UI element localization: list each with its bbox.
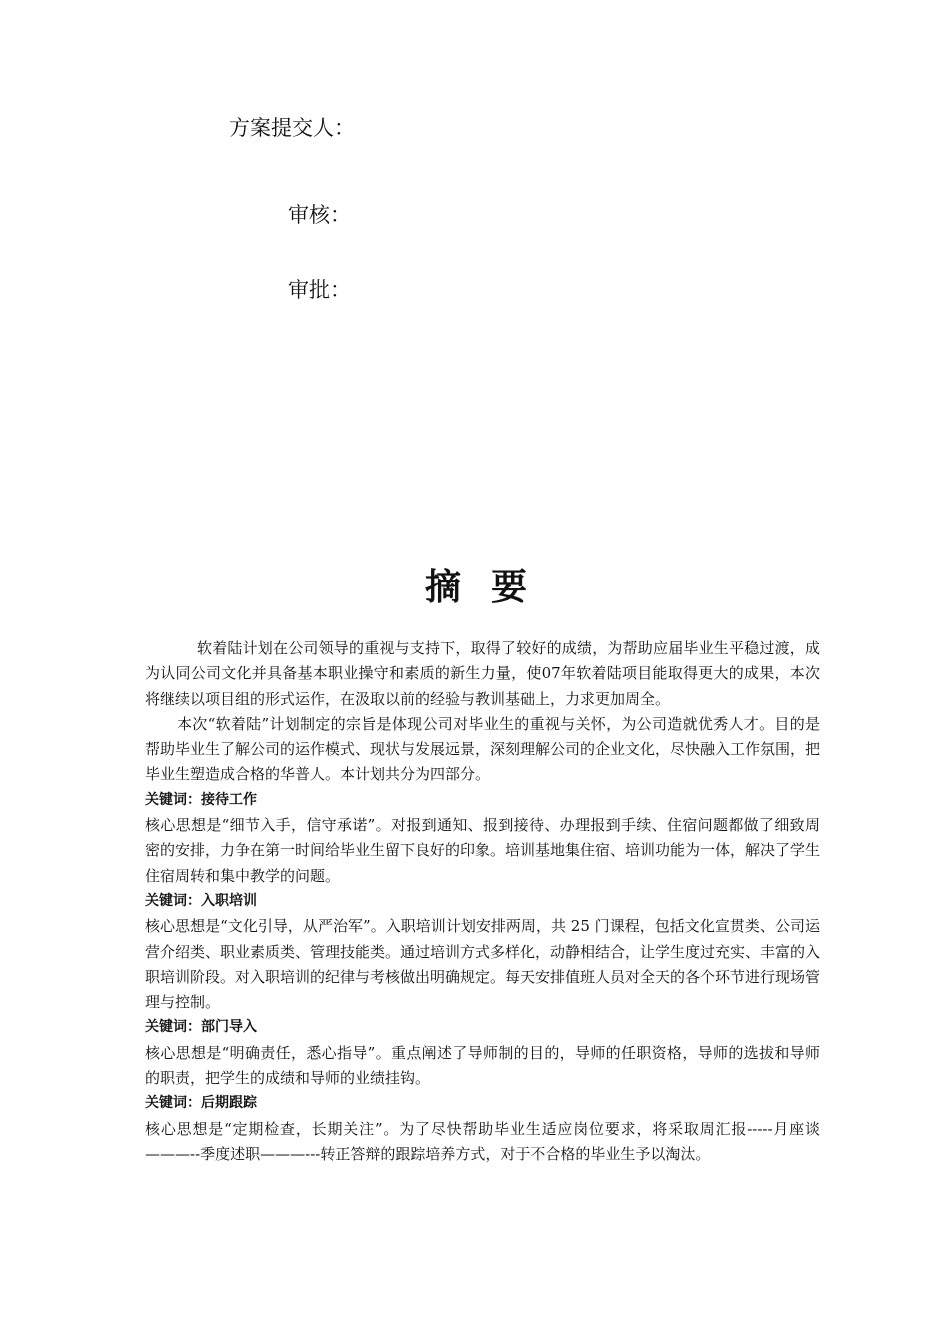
section-paragraph: 核心思想是“定期检查，长期关注”。为了尽快帮助毕业生适应岗位要求，将采取周汇报-----月座谈———--季度述职———---转正答辩的跟踪培养方式，对于不合格的毕业生予以淘汰。 — [145, 1119, 820, 1163]
abstract-title: 摘要 — [424, 567, 557, 608]
approve-label: 审批： — [288, 278, 351, 302]
section-paragraph: 核心思想是“文化引导，从严治军”。入职培训计划安排两周，共 25 门课程，包括文化宣贯类、公司运营介绍类、职业素质类、管理技能类。通过培训方式多样化，动静相结合，让学生度过充实、丰富的入职培训阶段。对入职培训的纪律与考核做出明确规定。每天安排值班人员对全天的各个环节进行现场管理与控制。 — [145, 917, 821, 1012]
keyword-heading: 关键词：入职培训 — [145, 892, 257, 909]
abstract-body — [145, 636, 820, 1167]
keyword-heading: 关键词：部门导入 — [145, 1019, 257, 1036]
section-paragraph: 核心思想是“明确责任，悉心指导”。重点阐述了导师制的目的，导师的任职资格，导师的选拔和导师的职责，把学生的成绩和导师的业绩挂钩。 — [145, 1043, 820, 1088]
review-label: 审核： — [288, 203, 351, 227]
intro-paragraph: 本次“软着陆”计划制定的宗旨是体现公司对毕业生的重视与关怀，为公司造就优秀人才。目的是帮助毕业生了解公司的运作模式、现状与发展远景，深刻理解公司的企业文化，尽快融入工作氛围，把毕业生塑造成合格的华普人。本计划共分为四部分。 — [145, 714, 821, 784]
submitter-label: 方案提交人： — [229, 116, 355, 140]
intro-paragraph: 软着陆计划在公司领导的重视与支持下，取得了较好的成绩，为帮助应届毕业生平稳过渡，成为认同公司文化并具备基本职业操守和素质的新生力量，使07年软着陆项目能取得更大的成果，本次将继续以项目组的形式运作，在汲取以前的经验与教训基础上，力求更加周全。 — [145, 639, 820, 708]
keyword-heading: 关键词：后期跟踪 — [145, 1095, 257, 1112]
section-paragraph: 核心思想是“细节入手，信守承诺”。对报到通知、报到接待、办理报到手续、住宿问题都做了细致周密的安排，力争在第一时间给毕业生留下良好的印象。培训基地集住宿、培训功能为一体，解决了学生住宿周转和集中教学的问题。 — [145, 816, 821, 885]
keyword-heading: 关键词：接待工作 — [145, 791, 257, 808]
